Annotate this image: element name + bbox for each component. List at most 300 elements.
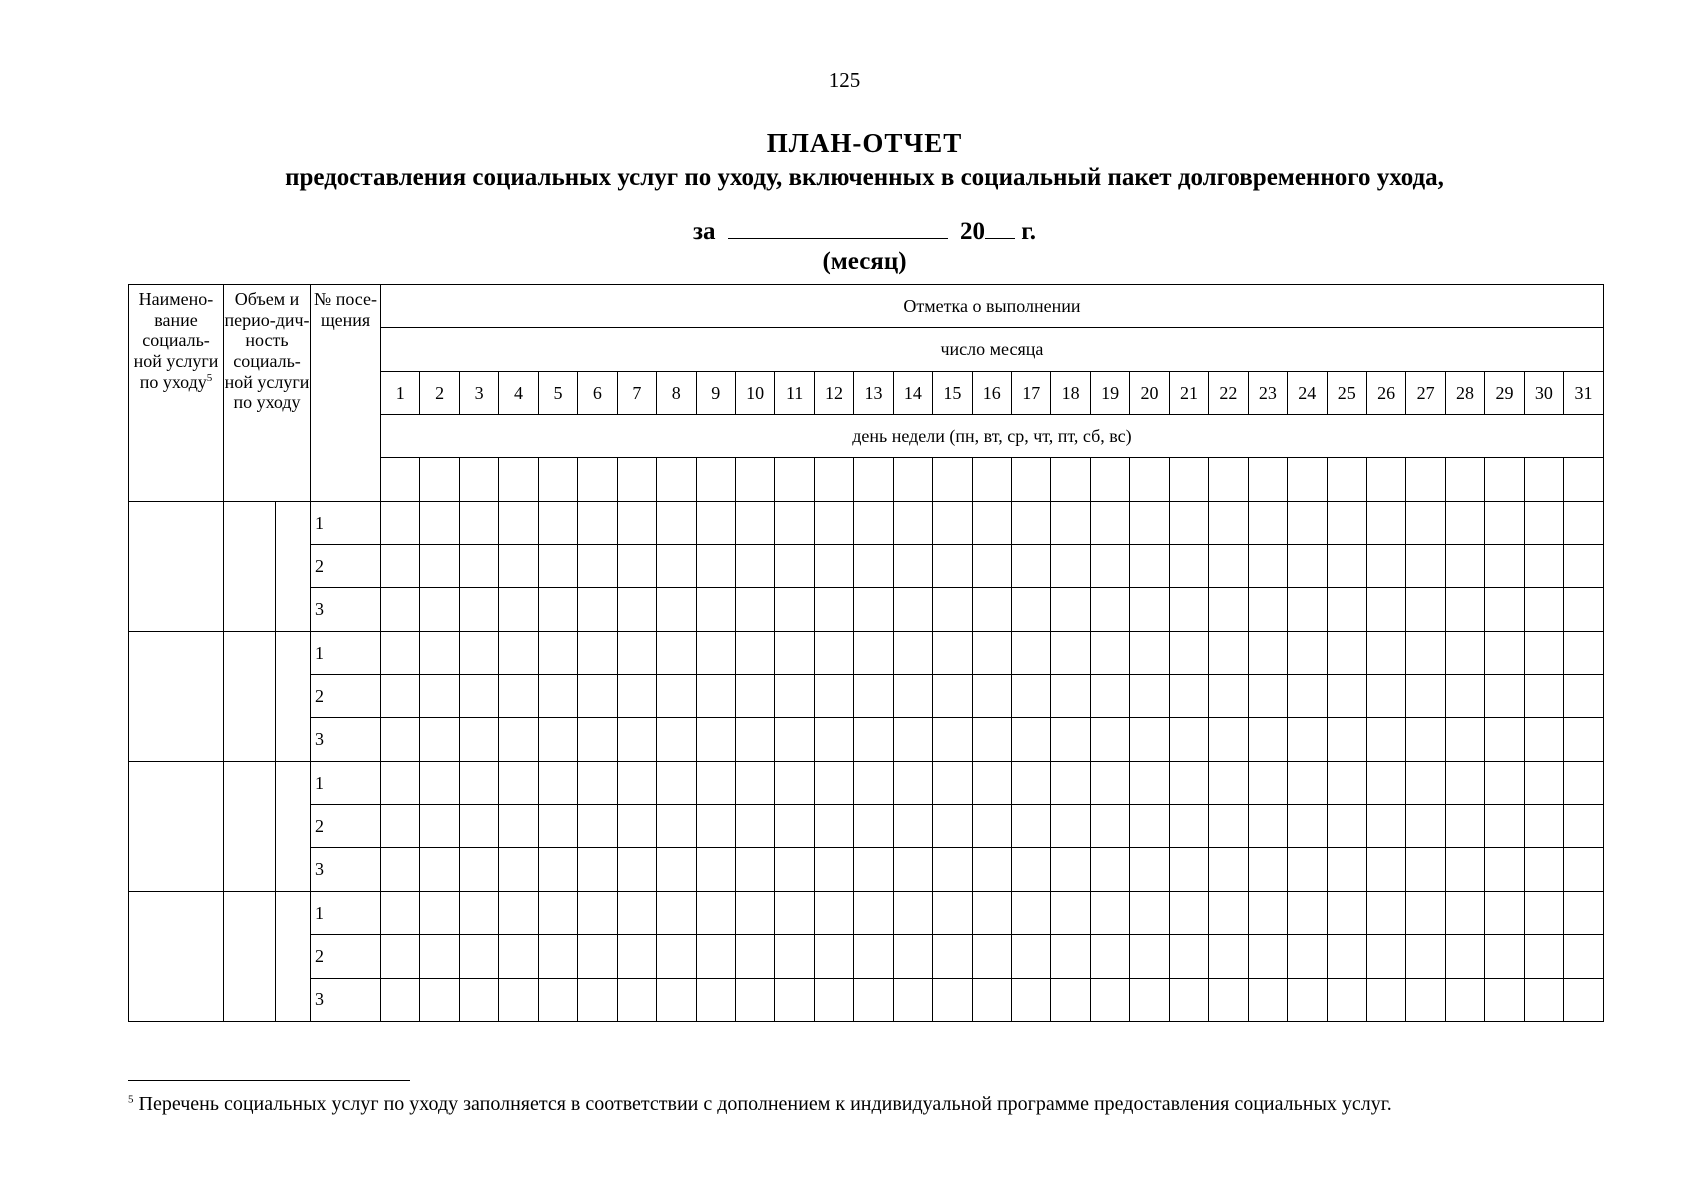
mark-cell[interactable]: [972, 805, 1011, 848]
weekday-entry-cell[interactable]: [657, 458, 696, 501]
mark-cell[interactable]: [1051, 935, 1090, 978]
mark-cell[interactable]: [1130, 761, 1169, 804]
mark-cell[interactable]: [1169, 501, 1208, 544]
mark-cell[interactable]: [420, 501, 459, 544]
mark-cell[interactable]: [1327, 891, 1366, 934]
mark-cell[interactable]: [1366, 501, 1405, 544]
weekday-entry-cell[interactable]: [1524, 458, 1563, 501]
weekday-entry-cell[interactable]: [1051, 458, 1090, 501]
mark-cell[interactable]: [617, 545, 656, 588]
mark-cell[interactable]: [933, 675, 972, 718]
mark-cell[interactable]: [1169, 718, 1208, 761]
mark-cell[interactable]: [893, 718, 932, 761]
mark-cell[interactable]: [1051, 588, 1090, 631]
mark-cell[interactable]: [893, 805, 932, 848]
mark-cell[interactable]: [735, 718, 774, 761]
mark-cell[interactable]: [420, 588, 459, 631]
mark-cell[interactable]: [775, 978, 814, 1022]
mark-cell[interactable]: [1169, 675, 1208, 718]
mark-cell[interactable]: [1366, 675, 1405, 718]
mark-cell[interactable]: [775, 545, 814, 588]
mark-cell[interactable]: [617, 631, 656, 674]
mark-cell[interactable]: [1524, 935, 1563, 978]
weekday-entry-cell[interactable]: [1288, 458, 1327, 501]
mark-cell[interactable]: [499, 545, 538, 588]
mark-cell[interactable]: [735, 891, 774, 934]
mark-cell[interactable]: [735, 761, 774, 804]
mark-cell[interactable]: [1366, 761, 1405, 804]
mark-cell[interactable]: [499, 891, 538, 934]
mark-cell[interactable]: [1406, 675, 1445, 718]
mark-cell[interactable]: [617, 718, 656, 761]
mark-cell[interactable]: [1130, 891, 1169, 934]
mark-cell[interactable]: [499, 848, 538, 891]
mark-cell[interactable]: [1564, 935, 1604, 978]
mark-cell[interactable]: [499, 978, 538, 1022]
mark-cell[interactable]: [1564, 848, 1604, 891]
mark-cell[interactable]: [459, 545, 498, 588]
mark-cell[interactable]: [1130, 805, 1169, 848]
mark-cell[interactable]: [1288, 501, 1327, 544]
mark-cell[interactable]: [381, 978, 420, 1022]
weekday-entry-cell[interactable]: [1406, 458, 1445, 501]
mark-cell[interactable]: [1485, 891, 1524, 934]
mark-cell[interactable]: [775, 631, 814, 674]
month-blank-field[interactable]: [728, 216, 948, 239]
mark-cell[interactable]: [578, 935, 617, 978]
mark-cell[interactable]: [1288, 761, 1327, 804]
mark-cell[interactable]: [1406, 501, 1445, 544]
mark-cell[interactable]: [1445, 891, 1484, 934]
mark-cell[interactable]: [1169, 545, 1208, 588]
mark-cell[interactable]: [854, 848, 893, 891]
mark-cell[interactable]: [1090, 501, 1129, 544]
mark-cell[interactable]: [696, 631, 735, 674]
mark-cell[interactable]: [381, 718, 420, 761]
mark-cell[interactable]: [538, 805, 577, 848]
weekday-entry-cell[interactable]: [1445, 458, 1484, 501]
mark-cell[interactable]: [1564, 675, 1604, 718]
mark-cell[interactable]: [1051, 631, 1090, 674]
mark-cell[interactable]: [578, 891, 617, 934]
mark-cell[interactable]: [814, 848, 853, 891]
mark-cell[interactable]: [893, 631, 932, 674]
mark-cell[interactable]: [1445, 978, 1484, 1022]
mark-cell[interactable]: [1524, 545, 1563, 588]
mark-cell[interactable]: [617, 501, 656, 544]
mark-cell[interactable]: [1327, 631, 1366, 674]
mark-cell[interactable]: [1485, 545, 1524, 588]
mark-cell[interactable]: [459, 805, 498, 848]
mark-cell[interactable]: [814, 718, 853, 761]
weekday-entry-cell[interactable]: [1366, 458, 1405, 501]
mark-cell[interactable]: [1090, 978, 1129, 1022]
mark-cell[interactable]: [1209, 761, 1248, 804]
mark-cell[interactable]: [854, 891, 893, 934]
mark-cell[interactable]: [735, 978, 774, 1022]
mark-cell[interactable]: [1051, 805, 1090, 848]
weekday-entry-cell[interactable]: [775, 458, 814, 501]
mark-cell[interactable]: [1130, 501, 1169, 544]
mark-cell[interactable]: [933, 761, 972, 804]
mark-cell[interactable]: [1288, 718, 1327, 761]
mark-cell[interactable]: [1288, 935, 1327, 978]
mark-cell[interactable]: [1327, 675, 1366, 718]
mark-cell[interactable]: [814, 805, 853, 848]
mark-cell[interactable]: [893, 545, 932, 588]
mark-cell[interactable]: [420, 545, 459, 588]
mark-cell[interactable]: [1524, 718, 1563, 761]
mark-cell[interactable]: [1209, 935, 1248, 978]
mark-cell[interactable]: [854, 718, 893, 761]
mark-cell[interactable]: [1130, 848, 1169, 891]
mark-cell[interactable]: [1209, 805, 1248, 848]
mark-cell[interactable]: [499, 718, 538, 761]
mark-cell[interactable]: [1169, 891, 1208, 934]
weekday-entry-cell[interactable]: [578, 458, 617, 501]
mark-cell[interactable]: [1012, 761, 1051, 804]
mark-cell[interactable]: [657, 848, 696, 891]
mark-cell[interactable]: [972, 848, 1011, 891]
mark-cell[interactable]: [538, 545, 577, 588]
mark-cell[interactable]: [893, 675, 932, 718]
mark-cell[interactable]: [1130, 545, 1169, 588]
mark-cell[interactable]: [1445, 588, 1484, 631]
mark-cell[interactable]: [420, 761, 459, 804]
mark-cell[interactable]: [1169, 588, 1208, 631]
mark-cell[interactable]: [1327, 588, 1366, 631]
mark-cell[interactable]: [420, 935, 459, 978]
mark-cell[interactable]: [933, 805, 972, 848]
mark-cell[interactable]: [657, 631, 696, 674]
mark-cell[interactable]: [499, 588, 538, 631]
mark-cell[interactable]: [893, 501, 932, 544]
mark-cell[interactable]: [1524, 588, 1563, 631]
mark-cell[interactable]: [1564, 718, 1604, 761]
mark-cell[interactable]: [617, 805, 656, 848]
mark-cell[interactable]: [893, 978, 932, 1022]
mark-cell[interactable]: [1090, 891, 1129, 934]
mark-cell[interactable]: [1288, 805, 1327, 848]
periodicity-cell[interactable]: [276, 891, 311, 1021]
mark-cell[interactable]: [1564, 805, 1604, 848]
mark-cell[interactable]: [1051, 978, 1090, 1022]
mark-cell[interactable]: [1169, 978, 1208, 1022]
mark-cell[interactable]: [1406, 631, 1445, 674]
mark-cell[interactable]: [814, 588, 853, 631]
mark-cell[interactable]: [381, 848, 420, 891]
mark-cell[interactable]: [854, 935, 893, 978]
mark-cell[interactable]: [1327, 761, 1366, 804]
weekday-entry-cell[interactable]: [1012, 458, 1051, 501]
mark-cell[interactable]: [1051, 545, 1090, 588]
weekday-entry-cell[interactable]: [1248, 458, 1287, 501]
mark-cell[interactable]: [1169, 631, 1208, 674]
mark-cell[interactable]: [657, 978, 696, 1022]
mark-cell[interactable]: [933, 935, 972, 978]
mark-cell[interactable]: [933, 718, 972, 761]
mark-cell[interactable]: [1169, 761, 1208, 804]
mark-cell[interactable]: [1130, 935, 1169, 978]
mark-cell[interactable]: [775, 588, 814, 631]
mark-cell[interactable]: [1406, 978, 1445, 1022]
mark-cell[interactable]: [499, 761, 538, 804]
mark-cell[interactable]: [1485, 805, 1524, 848]
weekday-entry-cell[interactable]: [499, 458, 538, 501]
mark-cell[interactable]: [1327, 501, 1366, 544]
mark-cell[interactable]: [814, 891, 853, 934]
periodicity-cell[interactable]: [276, 761, 311, 891]
mark-cell[interactable]: [1406, 848, 1445, 891]
mark-cell[interactable]: [657, 588, 696, 631]
mark-cell[interactable]: [1130, 675, 1169, 718]
mark-cell[interactable]: [1406, 545, 1445, 588]
mark-cell[interactable]: [538, 501, 577, 544]
mark-cell[interactable]: [499, 501, 538, 544]
mark-cell[interactable]: [696, 545, 735, 588]
weekday-entry-cell[interactable]: [1209, 458, 1248, 501]
mark-cell[interactable]: [1524, 805, 1563, 848]
mark-cell[interactable]: [1051, 718, 1090, 761]
mark-cell[interactable]: [538, 848, 577, 891]
mark-cell[interactable]: [893, 588, 932, 631]
mark-cell[interactable]: [381, 761, 420, 804]
mark-cell[interactable]: [814, 545, 853, 588]
mark-cell[interactable]: [538, 675, 577, 718]
mark-cell[interactable]: [381, 891, 420, 934]
mark-cell[interactable]: [617, 848, 656, 891]
mark-cell[interactable]: [1366, 978, 1405, 1022]
mark-cell[interactable]: [617, 978, 656, 1022]
mark-cell[interactable]: [854, 588, 893, 631]
mark-cell[interactable]: [854, 675, 893, 718]
mark-cell[interactable]: [696, 588, 735, 631]
mark-cell[interactable]: [1130, 978, 1169, 1022]
mark-cell[interactable]: [1366, 805, 1405, 848]
mark-cell[interactable]: [735, 848, 774, 891]
mark-cell[interactable]: [1288, 891, 1327, 934]
mark-cell[interactable]: [854, 978, 893, 1022]
mark-cell[interactable]: [459, 501, 498, 544]
mark-cell[interactable]: [459, 761, 498, 804]
mark-cell[interactable]: [1248, 805, 1287, 848]
mark-cell[interactable]: [1090, 588, 1129, 631]
mark-cell[interactable]: [1169, 848, 1208, 891]
weekday-entry-cell[interactable]: [1485, 458, 1524, 501]
mark-cell[interactable]: [1485, 978, 1524, 1022]
mark-cell[interactable]: [1327, 978, 1366, 1022]
mark-cell[interactable]: [972, 761, 1011, 804]
service-name-cell[interactable]: [129, 761, 224, 891]
mark-cell[interactable]: [1130, 718, 1169, 761]
mark-cell[interactable]: [696, 978, 735, 1022]
volume-cell[interactable]: [224, 761, 276, 891]
weekday-entry-cell[interactable]: [1090, 458, 1129, 501]
mark-cell[interactable]: [775, 848, 814, 891]
mark-cell[interactable]: [1209, 848, 1248, 891]
mark-cell[interactable]: [578, 848, 617, 891]
mark-cell[interactable]: [775, 935, 814, 978]
mark-cell[interactable]: [735, 631, 774, 674]
mark-cell[interactable]: [1524, 761, 1563, 804]
mark-cell[interactable]: [1564, 978, 1604, 1022]
mark-cell[interactable]: [578, 588, 617, 631]
mark-cell[interactable]: [1366, 631, 1405, 674]
weekday-entry-cell[interactable]: [893, 458, 932, 501]
mark-cell[interactable]: [617, 891, 656, 934]
mark-cell[interactable]: [1090, 805, 1129, 848]
mark-cell[interactable]: [1445, 718, 1484, 761]
mark-cell[interactable]: [499, 675, 538, 718]
mark-cell[interactable]: [854, 805, 893, 848]
mark-cell[interactable]: [1485, 761, 1524, 804]
mark-cell[interactable]: [972, 978, 1011, 1022]
mark-cell[interactable]: [381, 631, 420, 674]
mark-cell[interactable]: [578, 978, 617, 1022]
mark-cell[interactable]: [933, 891, 972, 934]
mark-cell[interactable]: [1209, 631, 1248, 674]
mark-cell[interactable]: [1288, 978, 1327, 1022]
mark-cell[interactable]: [538, 935, 577, 978]
mark-cell[interactable]: [1564, 545, 1604, 588]
mark-cell[interactable]: [578, 501, 617, 544]
mark-cell[interactable]: [538, 588, 577, 631]
mark-cell[interactable]: [1445, 501, 1484, 544]
mark-cell[interactable]: [1564, 588, 1604, 631]
mark-cell[interactable]: [657, 935, 696, 978]
mark-cell[interactable]: [1288, 675, 1327, 718]
mark-cell[interactable]: [1366, 935, 1405, 978]
mark-cell[interactable]: [1366, 848, 1405, 891]
mark-cell[interactable]: [854, 545, 893, 588]
mark-cell[interactable]: [1327, 718, 1366, 761]
mark-cell[interactable]: [735, 805, 774, 848]
mark-cell[interactable]: [381, 545, 420, 588]
weekday-entry-cell[interactable]: [381, 458, 420, 501]
mark-cell[interactable]: [538, 978, 577, 1022]
mark-cell[interactable]: [814, 761, 853, 804]
mark-cell[interactable]: [499, 631, 538, 674]
mark-cell[interactable]: [420, 891, 459, 934]
mark-cell[interactable]: [538, 631, 577, 674]
mark-cell[interactable]: [1406, 891, 1445, 934]
mark-cell[interactable]: [420, 848, 459, 891]
mark-cell[interactable]: [657, 761, 696, 804]
mark-cell[interactable]: [1169, 935, 1208, 978]
mark-cell[interactable]: [1564, 631, 1604, 674]
mark-cell[interactable]: [854, 761, 893, 804]
mark-cell[interactable]: [578, 761, 617, 804]
mark-cell[interactable]: [1209, 501, 1248, 544]
mark-cell[interactable]: [854, 631, 893, 674]
mark-cell[interactable]: [735, 501, 774, 544]
weekday-entry-cell[interactable]: [459, 458, 498, 501]
mark-cell[interactable]: [1406, 588, 1445, 631]
mark-cell[interactable]: [1445, 805, 1484, 848]
mark-cell[interactable]: [459, 631, 498, 674]
mark-cell[interactable]: [893, 891, 932, 934]
mark-cell[interactable]: [578, 675, 617, 718]
mark-cell[interactable]: [1090, 935, 1129, 978]
mark-cell[interactable]: [1090, 718, 1129, 761]
mark-cell[interactable]: [617, 935, 656, 978]
mark-cell[interactable]: [1445, 761, 1484, 804]
mark-cell[interactable]: [1130, 631, 1169, 674]
mark-cell[interactable]: [1090, 761, 1129, 804]
mark-cell[interactable]: [578, 631, 617, 674]
weekday-entry-cell[interactable]: [696, 458, 735, 501]
periodicity-cell[interactable]: [276, 501, 311, 631]
mark-cell[interactable]: [1012, 675, 1051, 718]
mark-cell[interactable]: [933, 588, 972, 631]
weekday-entry-cell[interactable]: [933, 458, 972, 501]
volume-cell[interactable]: [224, 891, 276, 1021]
mark-cell[interactable]: [1090, 631, 1129, 674]
mark-cell[interactable]: [696, 501, 735, 544]
mark-cell[interactable]: [420, 718, 459, 761]
mark-cell[interactable]: [1288, 631, 1327, 674]
mark-cell[interactable]: [1248, 761, 1287, 804]
mark-cell[interactable]: [933, 545, 972, 588]
mark-cell[interactable]: [1485, 588, 1524, 631]
mark-cell[interactable]: [1288, 848, 1327, 891]
mark-cell[interactable]: [381, 675, 420, 718]
mark-cell[interactable]: [578, 545, 617, 588]
weekday-entry-cell[interactable]: [617, 458, 656, 501]
mark-cell[interactable]: [972, 891, 1011, 934]
mark-cell[interactable]: [1130, 588, 1169, 631]
mark-cell[interactable]: [972, 935, 1011, 978]
mark-cell[interactable]: [696, 848, 735, 891]
mark-cell[interactable]: [499, 935, 538, 978]
mark-cell[interactable]: [1209, 718, 1248, 761]
mark-cell[interactable]: [1090, 675, 1129, 718]
mark-cell[interactable]: [617, 761, 656, 804]
mark-cell[interactable]: [814, 501, 853, 544]
mark-cell[interactable]: [1327, 935, 1366, 978]
mark-cell[interactable]: [657, 545, 696, 588]
mark-cell[interactable]: [696, 891, 735, 934]
service-name-cell[interactable]: [129, 891, 224, 1021]
mark-cell[interactable]: [538, 761, 577, 804]
mark-cell[interactable]: [1051, 761, 1090, 804]
mark-cell[interactable]: [1012, 501, 1051, 544]
mark-cell[interactable]: [775, 891, 814, 934]
mark-cell[interactable]: [1288, 588, 1327, 631]
mark-cell[interactable]: [1051, 501, 1090, 544]
mark-cell[interactable]: [1485, 631, 1524, 674]
mark-cell[interactable]: [1209, 545, 1248, 588]
weekday-entry-cell[interactable]: [814, 458, 853, 501]
mark-cell[interactable]: [893, 935, 932, 978]
mark-cell[interactable]: [1169, 805, 1208, 848]
mark-cell[interactable]: [1485, 848, 1524, 891]
mark-cell[interactable]: [814, 675, 853, 718]
mark-cell[interactable]: [1406, 805, 1445, 848]
mark-cell[interactable]: [1248, 675, 1287, 718]
service-name-cell[interactable]: [129, 631, 224, 761]
mark-cell[interactable]: [1485, 718, 1524, 761]
mark-cell[interactable]: [1248, 935, 1287, 978]
mark-cell[interactable]: [735, 588, 774, 631]
mark-cell[interactable]: [1051, 848, 1090, 891]
mark-cell[interactable]: [381, 805, 420, 848]
mark-cell[interactable]: [459, 718, 498, 761]
mark-cell[interactable]: [1248, 631, 1287, 674]
mark-cell[interactable]: [1051, 891, 1090, 934]
mark-cell[interactable]: [775, 501, 814, 544]
mark-cell[interactable]: [1524, 675, 1563, 718]
